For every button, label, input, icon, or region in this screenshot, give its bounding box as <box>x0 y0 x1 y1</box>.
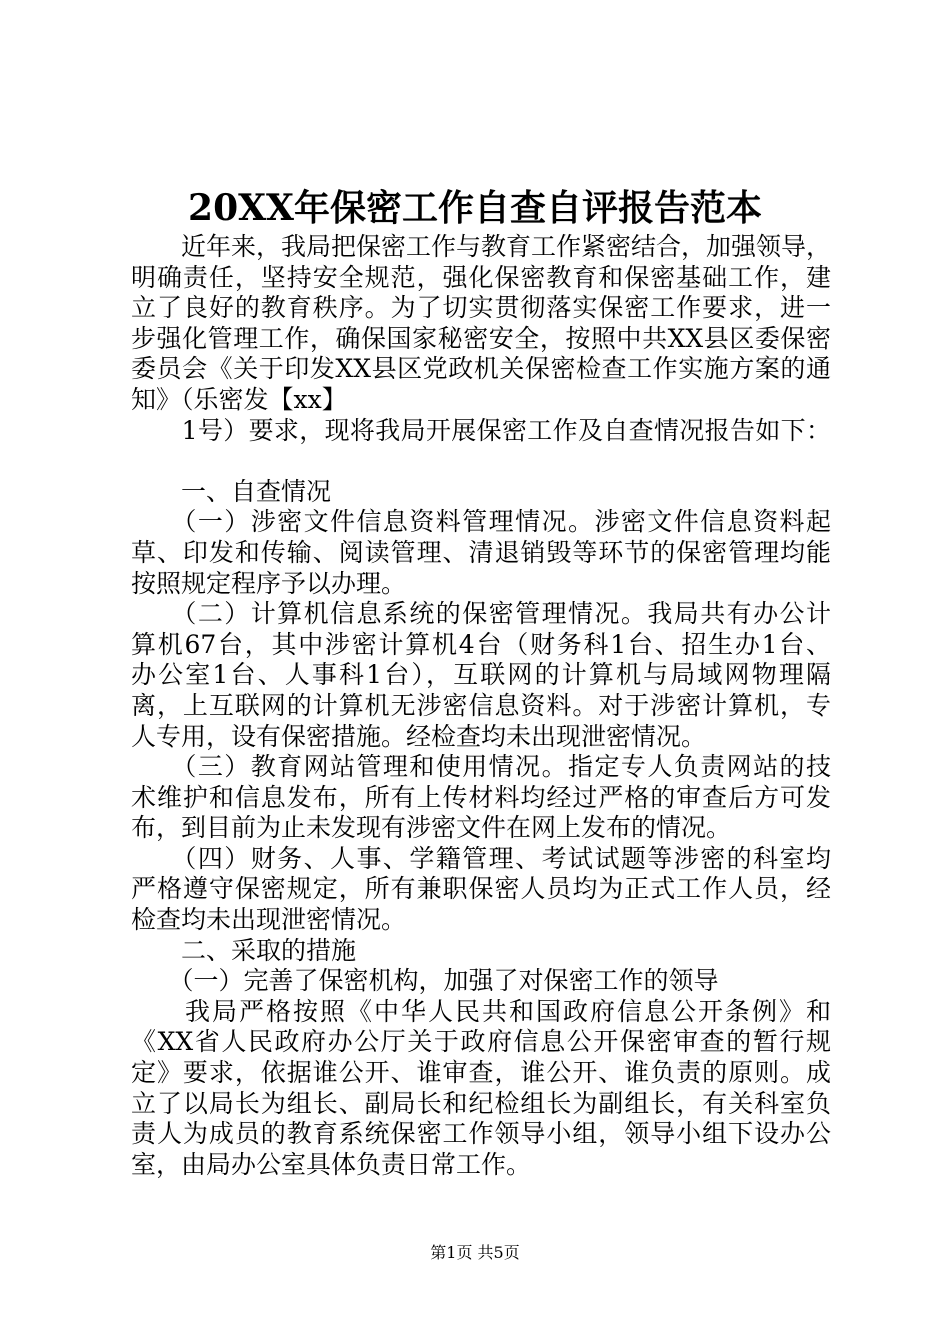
text-line: 办公室1台、人事科1台），互联网的计算机与局域网物理隔 <box>131 660 831 690</box>
text-line: 立了良好的教育秩序。为了切实贯彻落实保密工作要求，进一 <box>131 293 831 323</box>
text-line: 人专用，设有保密措施。经检查均未出现泄密情况。 <box>131 721 707 751</box>
text-line: 1号）要求，现将我局开展保密工作及自查情况报告如下： <box>131 415 831 445</box>
page-footer: 第1页 共5页 <box>430 1243 520 1262</box>
text-line: 草、印发和传输、阅读管理、清退销毁等环节的保密管理均能 <box>131 537 831 567</box>
text-line: （三）教育网站管理和使用情况。指定专人负责网站的技 <box>131 752 831 782</box>
text-line: 算机67台，其中涉密计算机4台（财务科1台、招生办1台、 <box>131 629 831 659</box>
text-line: （一）涉密文件信息资料管理情况。涉密文件信息资料起 <box>131 507 831 537</box>
text-line: 室，由局办公室具体负责日常工作。 <box>131 1149 532 1179</box>
text-line: 二、采取的措施 <box>131 935 357 965</box>
text-line: 术维护和信息发布，所有上传材料均经过严格的审查后方可发 <box>131 782 831 812</box>
text-line: 按照规定程序予以办理。 <box>131 568 407 598</box>
text-line: 布，到目前为止未发现有涉密文件在网上发布的情况。 <box>131 813 732 843</box>
text-line: 定》要求，依据谁公开、谁审查，谁公开、谁负责的原则。成 <box>131 1058 831 1088</box>
text-line: （一）完善了保密机构，加强了对保密工作的领导 <box>131 966 719 996</box>
text-line: 离，上互联网的计算机无涉密信息资料。对于涉密计算机，专 <box>131 690 831 720</box>
text-line: 《XX省人民政府办公厅关于政府信息公开保密审查的暂行规 <box>131 1027 831 1057</box>
blank-line <box>131 446 831 477</box>
text-line: 检查均未出现泄密情况。 <box>131 905 407 935</box>
text-line: 一、自查情况 <box>131 476 332 506</box>
text-line: 步强化管理工作，确保国家秘密安全，按照中共XX县区委保密 <box>131 323 831 353</box>
document-body <box>131 232 831 1180</box>
text-line: 责人为成员的教育系统保密工作领导小组，领导小组下设办公 <box>131 1119 831 1149</box>
text-line: 委员会《关于印发XX县区党政机关保密检查工作实施方案的通 <box>131 354 831 384</box>
text-line: 我局严格按照《中华人民共和国政府信息公开条例》和 <box>131 996 831 1026</box>
document-title: 20XX年保密工作自查自评报告范本 <box>188 187 762 229</box>
text-line: （二）计算机信息系统的保密管理情况。我局共有办公计 <box>131 599 831 629</box>
text-line: 立了以局长为组长、副局长和纪检组长为副组长，有关科室负 <box>131 1088 831 1118</box>
text-line: 知》（乐密发【xx】 <box>131 384 347 414</box>
text-line: 明确责任，坚持安全规范，强化保密教育和保密基础工作，建 <box>131 262 831 292</box>
text-line: 严格遵守保密规定，所有兼职保密人员均为正式工作人员，经 <box>131 874 831 904</box>
text-line: 近年来，我局把保密工作与教育工作紧密结合，加强领导， <box>131 232 832 261</box>
text-line: （四）财务、人事、学籍管理、考试试题等涉密的科室均 <box>131 843 831 873</box>
